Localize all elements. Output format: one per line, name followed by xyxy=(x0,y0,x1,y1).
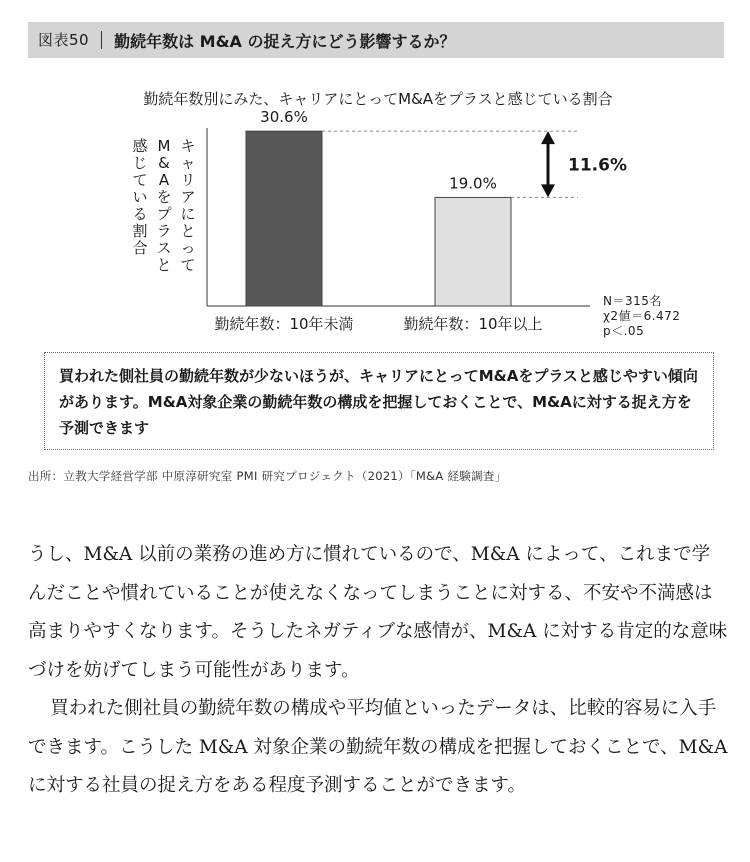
figure-header xyxy=(28,22,724,58)
note-text: 買われた側社員の勤続年数が少ないほうが、キャリアにとってM&Aをプラスと感じやすい傾向があります。M&A対象企業の勤続年数の構成を把握しておくことで、M&Aに対する捉え方を予測できます xyxy=(59,367,698,437)
value-label-0: 30.6% xyxy=(260,108,308,127)
difference-label: 11.6% xyxy=(568,155,627,176)
y-axis-label-col-0: キャリアにとって xyxy=(180,137,196,274)
bar-0 xyxy=(246,131,322,306)
body-paragraph-1: うし、M&A 以前の業務の進め方に慣れているので、M&A によって、これまで学んだことや慣れていることが使えなくなってしまうことに対する、不安や不満感は高まりやすくなります。そうしたネガティブな感情が、M&A に対する肯定的な意味づけを妨げてしまう可能性があります。 xyxy=(28,544,728,681)
bar-1 xyxy=(435,197,511,306)
chart-title: 勤続年数別にみた、キャリアにとってM&Aをプラスと感じている割合 xyxy=(143,90,613,108)
body-paragraph-2: 買われた側社員の勤続年数の構成や平均値といったデータは、比較的容易に入手できます。こうした M&A 対象企業の勤続年数の構成を把握しておくことで、M&A に対する社員の捉え方をある程度予測することができます。 xyxy=(28,698,728,796)
stats-chi: χ2値＝6.472 xyxy=(603,309,681,323)
figure-number: 図表50 xyxy=(28,31,102,49)
stats-p: p＜.05 xyxy=(603,324,645,338)
note-box xyxy=(44,352,714,450)
figure-title: 勤続年数は M&A の捉え方にどう影響するか？ xyxy=(114,31,456,51)
body-text xyxy=(28,536,728,806)
value-label-1: 19.0% xyxy=(449,174,497,193)
category-label-0: 勤続年数：10年未満 xyxy=(214,315,354,333)
difference-arrow xyxy=(541,131,555,197)
source-citation: 出所：立教大学経営学部 中原淳研究室 PMI 研究プロジェクト（2021）「M&A 経験調査」 xyxy=(28,469,507,483)
y-axis-label-col-2: 感じている割合 xyxy=(132,137,148,257)
y-axis-label-col-1: M&Aをプラスと xyxy=(156,137,172,274)
stats-n: N＝315名 xyxy=(603,294,662,308)
stats-block xyxy=(603,294,680,339)
category-label-1: 勤続年数：10年以上 xyxy=(403,315,543,333)
